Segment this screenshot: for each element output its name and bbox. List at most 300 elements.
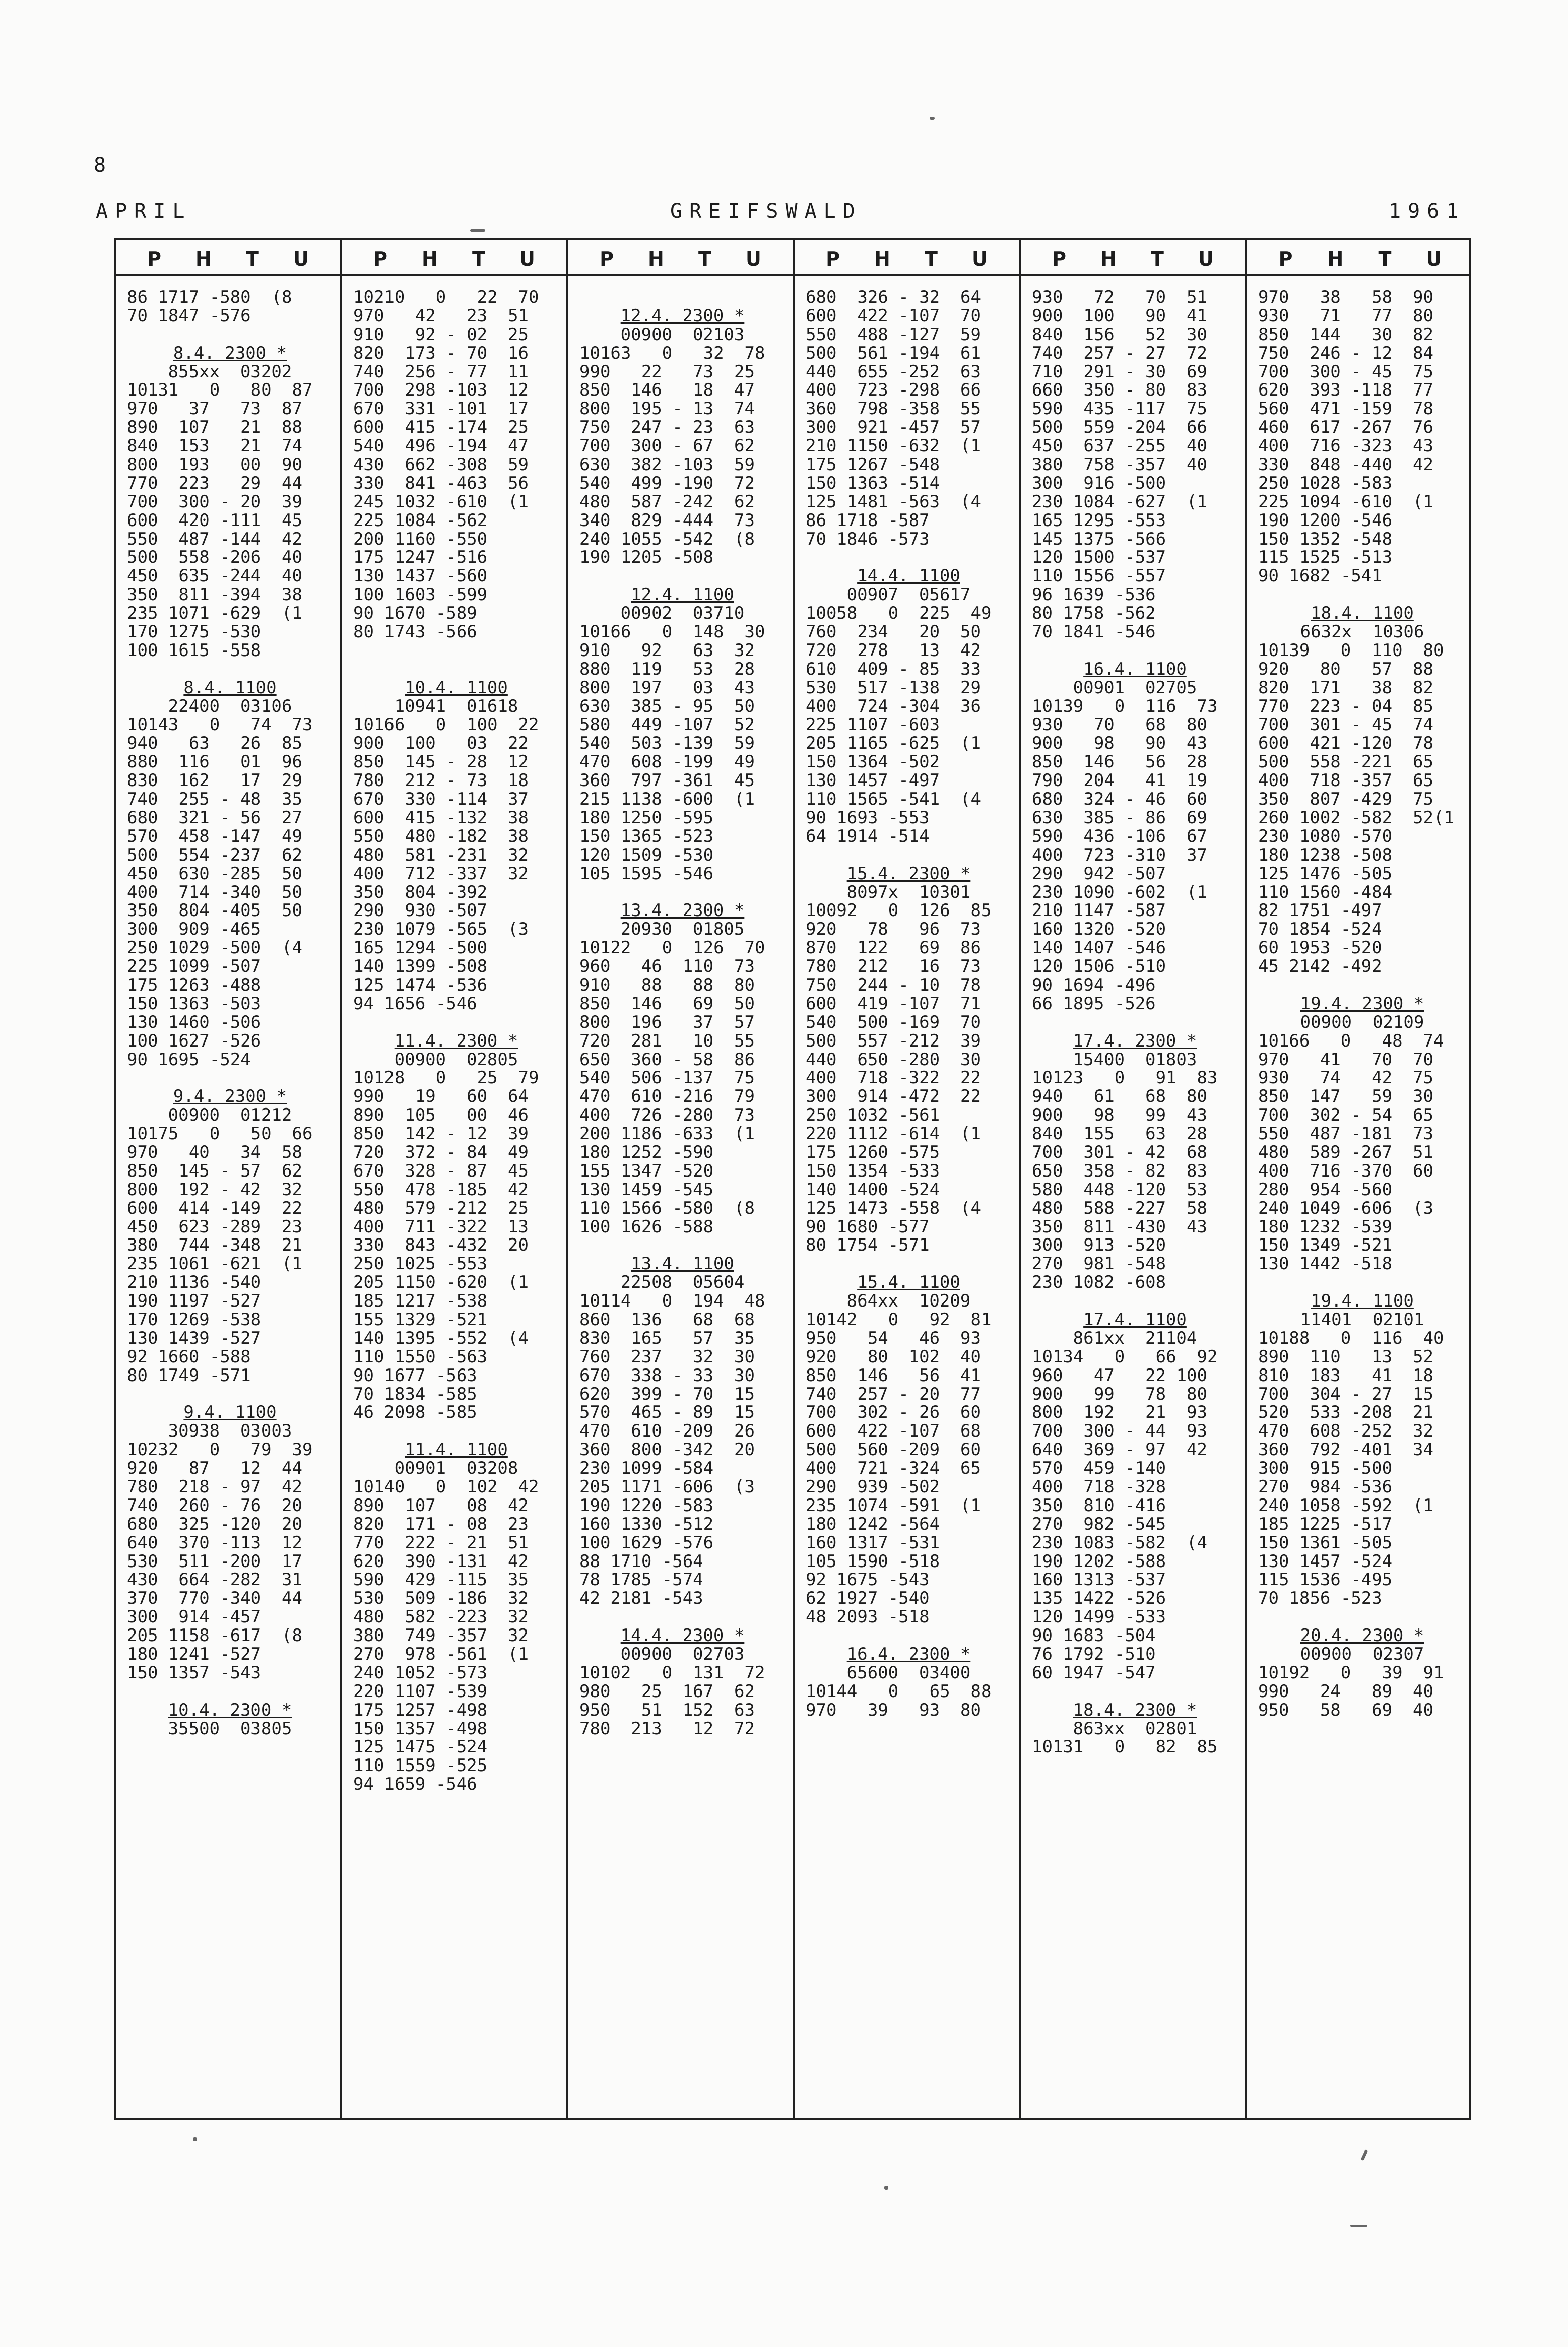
data-row: 800 192 21 93 [1032,1403,1207,1422]
data-row: 10142 0 92 81 [806,1310,992,1329]
data-row: 70 1834 -585 [353,1385,477,1404]
data-row: 740 260 - 76 20 [127,1496,302,1515]
data-row: 150 1349 -521 [1258,1236,1393,1255]
data-row: 740 256 - 77 11 [353,362,529,381]
data-row: 970 41 70 70 [1258,1050,1433,1069]
column-header-label: P [600,248,614,270]
data-row: 10144 0 65 88 [806,1682,992,1701]
sounding-code: 00900 02703 [620,1645,745,1664]
spacer [806,846,1012,865]
data-row: 400 724 -304 36 [806,697,981,716]
column-header-label: P [1278,248,1293,270]
data-row: 850 147 59 30 [1258,1087,1433,1106]
data-row: 150 1364 -502 [806,753,940,772]
data-row: 400 712 -337 32 [353,864,529,883]
column-header-label: U [746,248,761,270]
data-row: 10232 0 79 39 [127,1441,313,1460]
data-row: 460 617 -267 76 [1258,418,1433,437]
data-row: 245 1032 -610 (1 [353,492,529,511]
data-row: 160 1317 -531 [806,1533,940,1552]
column-header-label: T [245,248,259,270]
sounding-code: 00901 02705 [1073,678,1197,697]
data-row: 590 436 -106 67 [1032,827,1207,846]
data-row: 145 1375 -566 [1032,530,1166,549]
data-row: 540 500 -169 70 [806,1013,981,1032]
data-row: 94 1659 -546 [353,1775,477,1794]
data-row: 230 1084 -627 (1 [1032,492,1207,511]
data-row: 150 1365 -523 [579,827,714,846]
data-row: 470 610 -216 79 [579,1087,755,1106]
data-row: 400 721 -324 65 [806,1459,981,1478]
data-row: 180 1252 -590 [579,1143,714,1162]
column-header [342,244,566,274]
data-row: 70 1847 -576 [127,306,251,325]
data-row: 350 810 -416 [1032,1496,1166,1515]
sounding-code: 30938 03003 [168,1422,292,1441]
data-row: 790 204 41 19 [1032,771,1207,791]
data-row: 600 420 -111 45 [127,511,302,530]
data-row: 630 385 - 95 50 [579,697,755,716]
data-row: 800 193 00 90 [127,455,302,474]
spacer [806,548,1012,567]
data-row: 190 1220 -583 [579,1496,714,1515]
data-row: 800 192 - 42 32 [127,1180,302,1199]
data-row: 150 1354 -533 [806,1161,940,1181]
data-row: 10139 0 110 80 [1258,641,1444,660]
sounding-code: 861xx 21104 [1073,1329,1197,1348]
data-row: 910 92 63 32 [579,641,755,660]
data-row: 600 415 -132 38 [353,808,529,827]
spacer [1032,1292,1238,1311]
sounding-code: 00900 02307 [1300,1645,1424,1664]
sounding-code: 00902 03710 [620,604,745,623]
sounding-code: 855xx 03202 [168,362,292,381]
data-row: 100 1615 -558 [127,641,262,660]
data-row: 10188 0 116 40 [1258,1329,1444,1348]
data-row: 105 1590 -518 [806,1552,940,1571]
data-row: 350 811 -394 38 [127,585,302,605]
sounding-title: 18.4. 1100 [1311,604,1414,623]
data-row: 225 1107 -603 [806,715,940,735]
station-header: GREIFSWALD [670,200,862,223]
column-body [568,288,793,2118]
data-row: 740 255 - 48 35 [127,790,302,809]
data-row: 780 213 12 72 [579,1719,755,1738]
column-header-label: H [1100,248,1117,270]
sounding-code: 863xx 02801 [1073,1719,1197,1738]
data-row: 80 1743 -566 [353,623,477,641]
column-header-label: T [924,248,938,270]
data-row: 125 1476 -505 [1258,864,1393,883]
data-row: 470 610 -209 26 [579,1422,755,1441]
data-row: 380 749 -357 32 [353,1626,529,1646]
data-row: 90 1683 -504 [1032,1626,1156,1646]
data-row: 70 1841 -546 [1032,623,1156,641]
data-row: 110 1560 -484 [1258,883,1393,902]
data-row: 700 300 - 45 75 [1258,362,1433,381]
data-row: 130 1459 -545 [579,1180,714,1199]
data-row: 800 196 37 57 [579,1013,755,1032]
data-row: 70 1846 -573 [806,530,930,549]
data-row: 660 350 - 80 83 [1032,381,1207,400]
data-row: 500 561 -194 61 [806,344,981,363]
data-row: 300 909 -465 [127,920,262,939]
column-header-label: H [422,248,438,270]
data-row: 890 110 13 52 [1258,1347,1433,1366]
data-row: 920 78 96 73 [806,920,981,939]
data-row: 720 372 - 84 49 [353,1143,529,1162]
data-row: 540 496 -194 47 [353,437,529,456]
data-row: 500 558 -206 40 [127,548,302,567]
data-row: 180 1241 -527 [127,1645,262,1664]
sounding-code: 15400 01803 [1073,1050,1197,1069]
data-row: 10140 0 102 42 [353,1478,539,1496]
data-row: 670 331 -101 17 [353,400,529,419]
data-row: 175 1267 -548 [806,455,940,474]
spacer [353,660,559,679]
data-row: 90 1695 -524 [127,1050,251,1069]
data-row: 850 146 56 28 [1032,753,1207,772]
data-row: 480 588 -227 58 [1032,1199,1207,1218]
data-row: 980 25 167 62 [579,1682,755,1701]
data-row: 42 2181 -543 [579,1589,703,1608]
data-row: 840 155 63 28 [1032,1125,1207,1143]
data-row: 250 1028 -583 [1258,474,1393,493]
data-row: 430 662 -308 59 [353,455,529,474]
data-row: 700 302 - 26 60 [806,1403,981,1422]
data-row: 800 197 03 43 [579,678,755,697]
sounding-title: 20.4. 2300 * [1300,1626,1424,1646]
data-row: 670 338 - 33 30 [579,1366,755,1385]
data-row: 930 70 68 80 [1032,715,1207,735]
data-row: 360 798 -358 55 [806,400,981,419]
sounding-code: 10941 01618 [394,697,518,716]
page-number: 8 [94,154,106,177]
sounding-code: 22508 05604 [620,1273,745,1292]
data-row: 230 1079 -565 (3 [353,920,529,939]
column-body [795,288,1019,2118]
data-row: 100 1627 -526 [127,1031,262,1051]
data-row: 10123 0 91 83 [1032,1069,1218,1088]
data-row: 330 841 -463 56 [353,474,529,493]
data-row: 175 1260 -575 [806,1143,940,1162]
table-column [568,240,795,2118]
sounding-title: 14.4. 2300 * [620,1626,745,1646]
data-row: 94 1656 -546 [353,994,477,1013]
data-row: 170 1275 -530 [127,623,262,641]
data-row: 90 1677 -563 [353,1366,477,1385]
data-row: 110 1550 -563 [353,1347,488,1366]
data-row: 400 711 -322 13 [353,1217,529,1236]
data-row: 600 414 -149 22 [127,1199,302,1218]
data-row: 400 716 -323 43 [1258,437,1433,456]
spacer [579,883,786,902]
data-row: 60 1947 -547 [1032,1663,1156,1682]
data-row: 330 843 -432 20 [353,1236,529,1255]
data-row: 680 326 - 32 64 [806,288,981,307]
data-row: 300 915 -500 [1258,1459,1393,1478]
data-row: 550 480 -182 38 [353,827,529,846]
data-row: 950 54 46 93 [806,1329,981,1348]
table-column [342,240,568,2118]
data-row: 540 506 -137 75 [579,1069,755,1088]
data-row: 890 107 21 88 [127,418,302,437]
data-row: 270 984 -536 [1258,1478,1393,1496]
data-row: 840 156 52 30 [1032,325,1207,344]
data-row: 540 503 -139 59 [579,734,755,753]
sounding-title: 10.4. 2300 * [168,1701,292,1720]
data-row: 900 100 90 41 [1032,306,1207,325]
data-row: 105 1595 -546 [579,864,714,883]
data-row: 230 1099 -584 [579,1459,714,1478]
data-row: 150 1357 -498 [353,1719,488,1738]
column-header [568,244,793,274]
data-row: 10175 0 50 66 [127,1125,313,1143]
data-row: 700 298 -103 12 [353,381,529,400]
data-row: 970 40 34 58 [127,1143,302,1162]
data-row: 970 37 73 87 [127,400,302,419]
spacer [1258,976,1466,995]
data-row: 210 1147 -587 [1032,901,1166,921]
column-header-label: T [472,248,485,270]
data-row: 820 171 38 82 [1258,678,1433,697]
spacer [579,1236,786,1255]
data-row: 92 1660 -588 [127,1347,251,1366]
data-row: 350 807 -429 75 [1258,790,1433,809]
data-row: 125 1473 -558 (4 [806,1199,981,1218]
data-row: 670 330 -114 37 [353,790,529,809]
data-row: 10163 0 32 78 [579,344,765,363]
column-header-label: U [1426,248,1442,270]
data-row: 770 223 29 44 [127,474,302,493]
data-row: 500 557 -212 39 [806,1031,981,1051]
data-row: 640 369 - 97 42 [1032,1441,1207,1460]
spacer [127,325,333,344]
column-header-label: U [1198,248,1214,270]
data-row: 400 714 -340 50 [127,883,302,902]
data-row: 300 913 -520 [1032,1236,1166,1255]
data-row: 630 382 -103 59 [579,455,755,474]
data-row: 250 1025 -553 [353,1255,488,1274]
data-row: 175 1263 -488 [127,975,262,995]
data-row: 125 1475 -524 [353,1738,488,1757]
data-row: 970 38 58 90 [1258,288,1433,307]
spacer [579,1608,786,1626]
data-row: 380 744 -348 21 [127,1236,302,1255]
column-header-label: P [147,248,161,270]
data-row: 890 105 00 46 [353,1106,529,1125]
data-row: 450 623 -289 23 [127,1217,302,1236]
data-row: 960 47 22 100 [1032,1366,1207,1385]
data-row: 500 560 -209 60 [806,1441,981,1460]
data-row: 190 1197 -527 [127,1292,262,1311]
data-row: 350 804 -392 [353,883,488,902]
data-row: 480 581 -231 32 [353,845,529,865]
data-row: 530 511 -200 17 [127,1552,302,1571]
data-row: 155 1329 -521 [353,1310,488,1329]
data-row: 10114 0 194 48 [579,1292,765,1311]
data-row: 215 1138 -600 (1 [579,790,755,809]
data-row: 820 171 - 08 23 [353,1515,529,1534]
spacer [1032,1013,1238,1032]
sounding-title: 9.4. 1100 [183,1403,277,1422]
data-row: 235 1074 -591 (1 [806,1496,981,1515]
data-row: 45 2142 -492 [1258,957,1382,976]
data-row: 850 146 56 41 [806,1366,981,1385]
data-row: 90 1693 -553 [806,808,930,827]
sounding-title: 15.4. 2300 * [846,864,971,883]
data-row: 130 1457 -497 [806,771,940,791]
data-row: 90 1694 -496 [1032,975,1156,995]
data-row: 90 1680 -577 [806,1217,930,1236]
data-row: 850 144 30 82 [1258,325,1433,344]
data-row: 700 302 - 54 65 [1258,1106,1433,1125]
spacer [1032,1682,1238,1701]
data-row: 960 46 110 73 [579,957,755,976]
data-row: 120 1509 -530 [579,845,714,865]
data-row: 750 247 - 23 63 [579,418,755,437]
data-row: 205 1150 -620 (1 [353,1273,529,1292]
data-row: 810 183 41 18 [1258,1366,1433,1385]
data-row: 130 1439 -527 [127,1329,262,1348]
sounding-code: 11401 02101 [1300,1310,1424,1329]
sounding-code: 6632x 10306 [1300,623,1424,641]
spacer [1258,1273,1466,1292]
data-row: 370 770 -340 44 [127,1589,302,1608]
data-row: 400 716 -370 60 [1258,1161,1433,1181]
table-column [795,240,1021,2118]
column-header-label: P [826,248,840,270]
data-row: 150 1352 -548 [1258,530,1393,549]
spacer [806,1626,1012,1645]
data-row: 640 370 -113 12 [127,1533,302,1552]
sounding-title: 16.4. 1100 [1083,660,1187,679]
data-row: 240 1055 -542 (8 [579,530,755,549]
data-row: 120 1506 -510 [1032,957,1166,976]
data-row: 480 587 -242 62 [579,492,755,511]
spacer [353,1422,559,1441]
sounding-code: 864xx 10209 [846,1292,971,1311]
column-header-label: P [373,248,387,270]
data-row: 910 92 - 02 25 [353,325,529,344]
column-header-label: T [1150,248,1164,270]
data-row: 10166 0 48 74 [1258,1031,1444,1051]
data-row: 150 1357 -543 [127,1663,262,1682]
spacer [1258,1608,1466,1626]
sounding-code: 35500 03805 [168,1719,292,1738]
sounding-code: 65600 03400 [846,1663,971,1682]
data-row: 400 723 -310 37 [1032,845,1207,865]
data-row: 720 278 13 42 [806,641,981,660]
data-row: 570 459 -140 [1032,1459,1166,1478]
data-row: 850 146 18 47 [579,381,755,400]
data-row: 66 1895 -526 [1032,994,1156,1013]
data-row: 86 1718 -587 [806,511,930,530]
column-body [116,288,340,2118]
data-row: 680 321 - 56 27 [127,808,302,827]
column-header-label: T [1378,248,1392,270]
data-row: 290 930 -507 [353,901,488,921]
data-row: 770 222 - 21 51 [353,1533,529,1552]
data-row: 920 80 102 40 [806,1347,981,1366]
data-row: 560 471 -159 78 [1258,400,1433,419]
data-row: 10131 0 80 87 [127,381,313,400]
data-row: 620 390 -131 42 [353,1552,529,1571]
data-row: 10166 0 148 30 [579,623,765,641]
column-header-label: H [195,248,212,270]
data-row: 900 100 03 22 [353,734,529,753]
data-row: 360 800 -342 20 [579,1441,755,1460]
data-row: 680 325 -120 20 [127,1515,302,1534]
column-header-label: H [874,248,890,270]
data-row: 76 1792 -510 [1032,1645,1156,1664]
data-row: 260 1002 -582 52(1 [1258,808,1454,827]
table-column [116,240,342,2118]
data-row: 64 1914 -514 [806,827,930,846]
data-row: 940 63 26 85 [127,734,302,753]
data-row: 600 419 -107 71 [806,994,981,1013]
data-row: 140 1407 -546 [1032,939,1166,958]
data-row: 990 22 73 25 [579,362,755,381]
data-row: 10139 0 116 73 [1032,697,1218,716]
spacer [353,641,559,660]
data-row: 600 422 -107 70 [806,306,981,325]
data-row: 185 1225 -517 [1258,1515,1393,1534]
data-row: 720 281 10 55 [579,1031,755,1051]
data-row: 700 301 - 42 68 [1032,1143,1207,1162]
data-row: 920 80 57 88 [1258,660,1433,679]
data-row: 130 1437 -560 [353,567,488,586]
data-row: 230 1083 -582 (4 [1032,1533,1207,1552]
data-row: 120 1500 -537 [1032,548,1166,567]
data-row: 270 981 -548 [1032,1255,1166,1274]
scan-speck [470,229,485,232]
column-header-label: U [972,248,988,270]
sounding-code: 22400 03106 [168,697,292,716]
data-row: 200 1186 -633 (1 [579,1125,755,1143]
data-row: 230 1080 -570 [1258,827,1393,846]
table-column [1247,240,1473,2118]
data-row: 930 71 77 80 [1258,306,1433,325]
sounding-title: 19.4. 2300 * [1300,994,1424,1013]
column-header-label: P [1052,248,1066,270]
data-row: 700 304 - 27 15 [1258,1385,1433,1404]
data-row: 180 1238 -508 [1258,845,1393,865]
data-row: 175 1257 -498 [353,1701,488,1720]
data-row: 950 51 152 63 [579,1701,755,1720]
data-row: 970 42 23 51 [353,306,529,325]
data-row: 970 39 93 80 [806,1701,981,1720]
data-row: 550 487 -144 42 [127,530,302,549]
table-column [1021,240,1247,2118]
data-row: 10210 0 22 70 [353,288,539,307]
data-row: 800 195 - 13 74 [579,400,755,419]
data-row: 360 797 -361 45 [579,771,755,791]
data-row: 590 435 -117 75 [1032,400,1207,419]
data-row: 250 1032 -561 [806,1106,940,1125]
data-row: 650 360 - 58 86 [579,1050,755,1069]
spacer [806,1255,1012,1273]
data-row: 710 291 - 30 69 [1032,362,1207,381]
scan-speck [1361,2149,1368,2161]
data-row: 140 1399 -508 [353,957,488,976]
data-row: 220 1107 -539 [353,1682,488,1701]
data-row: 110 1566 -580 (8 [579,1199,755,1218]
sounding-title: 8.4. 2300 * [173,344,287,363]
data-row: 780 212 - 73 18 [353,771,529,791]
column-header [116,244,340,274]
data-row: 80 1754 -571 [806,1236,930,1255]
